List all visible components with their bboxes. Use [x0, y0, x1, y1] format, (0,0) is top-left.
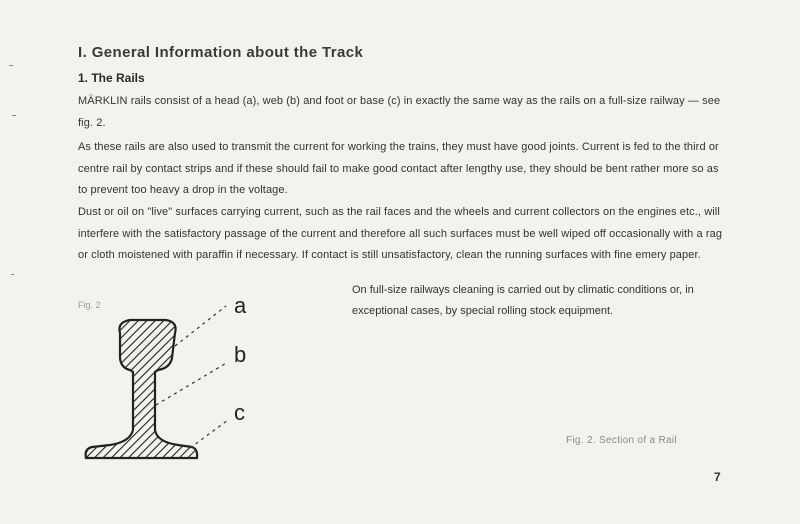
- label-head: a: [234, 293, 247, 318]
- section-title: I. General Information about the Track: [78, 44, 364, 61]
- leader-line-web: [156, 362, 228, 405]
- margin-mark: [12, 115, 16, 116]
- margin-mark: [9, 65, 13, 66]
- rail-profile: [86, 320, 198, 458]
- leader-line-foot: [190, 420, 228, 448]
- page-number: 7: [714, 470, 721, 484]
- paragraph-joints: As these rails are also used to transmit the current for working the trains, they must have good joints. Current is fed to the third or centre rail by contact strips and if these should fail to make good contact after lengthy use, they should be bent rather more so as to prevent too heavy a drop in the voltage.: [78, 141, 719, 196]
- label-foot: c: [234, 400, 245, 425]
- subsection-title: 1. The Rails: [78, 71, 145, 85]
- paragraph-full-size-cleaning: On full-size railways cleaning is carried out by climatic conditions or, in exceptional cases, by special rolling stock equipment.: [352, 284, 694, 317]
- paragraph-cleaning: Dust or oil on "live" surfaces carrying current, such as the rail faces and the wheels and current collectors on the engines etc., will interfere with the satisfactory passage of the current and therefore all such surfaces must be well wiped off occasionally with a rag or cloth moistened with paraffin if necessary. If contact is still unsatisfactory, clean the running surfaces with fine emery paper.: [78, 206, 723, 261]
- figure-label: Fig. 2: [78, 300, 101, 310]
- label-web: b: [234, 342, 247, 367]
- paragraph-rail-parts: MÄRKLIN rails consist of a head (a), web (b) and foot or base (c) in exactly the same way as the rails on a full-size railway — see fig. 2.: [78, 95, 721, 129]
- margin-mark: [11, 274, 14, 275]
- figure-caption: Fig. 2. Section of a Rail: [566, 435, 677, 446]
- leader-line-head: [175, 306, 226, 346]
